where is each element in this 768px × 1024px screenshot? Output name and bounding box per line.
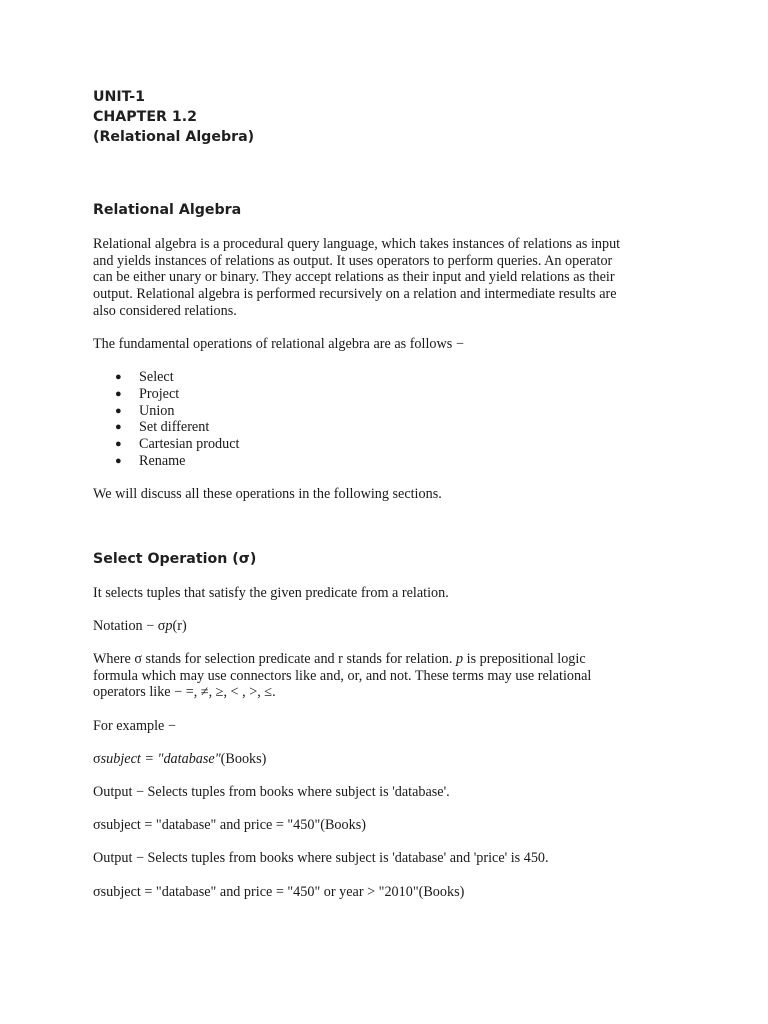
chapter-title: CHAPTER 1.2 [93, 109, 198, 125]
bullet-icon: ● [115, 404, 122, 417]
list-item [93, 436, 683, 453]
list-item-label: Select [139, 369, 174, 386]
list-item-label: Union [139, 402, 175, 419]
notation-predicate: p [165, 617, 173, 634]
example-1-relation: (Books) [220, 750, 267, 767]
where-text-a: Where σ stands for selection predicate and r stands for relation. [93, 650, 456, 667]
intro-line: Relational algebra is a procedural query language, which takes instances of relations as input [93, 236, 621, 252]
list-item [93, 369, 683, 386]
output-1: Output − Selects tuples from books where subject is 'database'. [93, 783, 450, 800]
notation-line [93, 618, 683, 635]
section-heading-relational-algebra: Relational Algebra [93, 202, 242, 218]
notation-suffix: (r) [172, 617, 187, 634]
where-line: formula which may use connectors like and, or, and not. These terms may use relational [93, 667, 592, 684]
closing-sentence: We will discuss all these operations in the following sections. [93, 485, 442, 502]
where-paragraph [93, 651, 683, 701]
example-1 [93, 751, 683, 768]
bullet-icon: ● [115, 371, 122, 384]
list-item [93, 403, 683, 420]
list-item-label: Project [139, 385, 180, 402]
bullet-icon: ● [115, 437, 122, 450]
notation-prefix: Notation − σ [93, 617, 166, 634]
list-item [93, 386, 683, 403]
list-item [93, 419, 683, 436]
where-line [93, 651, 683, 668]
where-predicate: p [456, 650, 464, 667]
select-description: It selects tuples that satisfy the given predicate from a relation. [93, 584, 449, 601]
list-item-label: Cartesian product [139, 435, 240, 452]
unit-title: UNIT-1 [93, 89, 146, 105]
chapter-subtitle: (Relational Algebra) [93, 129, 255, 145]
output-2: Output − Selects tuples from books where subject is 'database' and 'price' is 450. [93, 850, 549, 867]
list-item-label: Set different [139, 419, 210, 436]
intro-line: can be either unary or binary. They accept relations as their input and yield relations as their [93, 269, 615, 286]
list-item [93, 453, 683, 470]
list-item-label: Rename [139, 452, 186, 469]
intro-line: also considered relations. [93, 302, 237, 319]
bullet-icon: ● [115, 454, 122, 467]
intro-paragraph [93, 236, 683, 320]
where-text-b: is prepositional logic [463, 650, 586, 667]
where-line: operators like − =, ≠, ≥, < , >, ≤. [93, 684, 276, 701]
example-1-predicate: subject = "database" [100, 750, 221, 767]
bullet-icon: ● [115, 387, 122, 400]
example-3: σsubject = "database" and price = "450" or year > "2010"(Books) [93, 883, 465, 900]
example-2: σsubject = "database" and price = "450"(Books) [93, 817, 366, 834]
operations-intro: The fundamental operations of relational algebra are as follows − [93, 336, 464, 353]
operations-list [93, 369, 683, 469]
bullet-icon: ● [115, 421, 122, 434]
intro-line: output. Relational algebra is performed recursively on a relation and intermediate results are [93, 286, 617, 303]
document-page [93, 87, 683, 900]
section-heading-select-operation: Select Operation (σ) [93, 550, 257, 567]
sigma-symbol: σ [93, 750, 101, 767]
intro-line: and yields instances of relations as output. It uses operators to perform queries. An operator [93, 252, 613, 269]
example-label: For example − [93, 717, 176, 734]
